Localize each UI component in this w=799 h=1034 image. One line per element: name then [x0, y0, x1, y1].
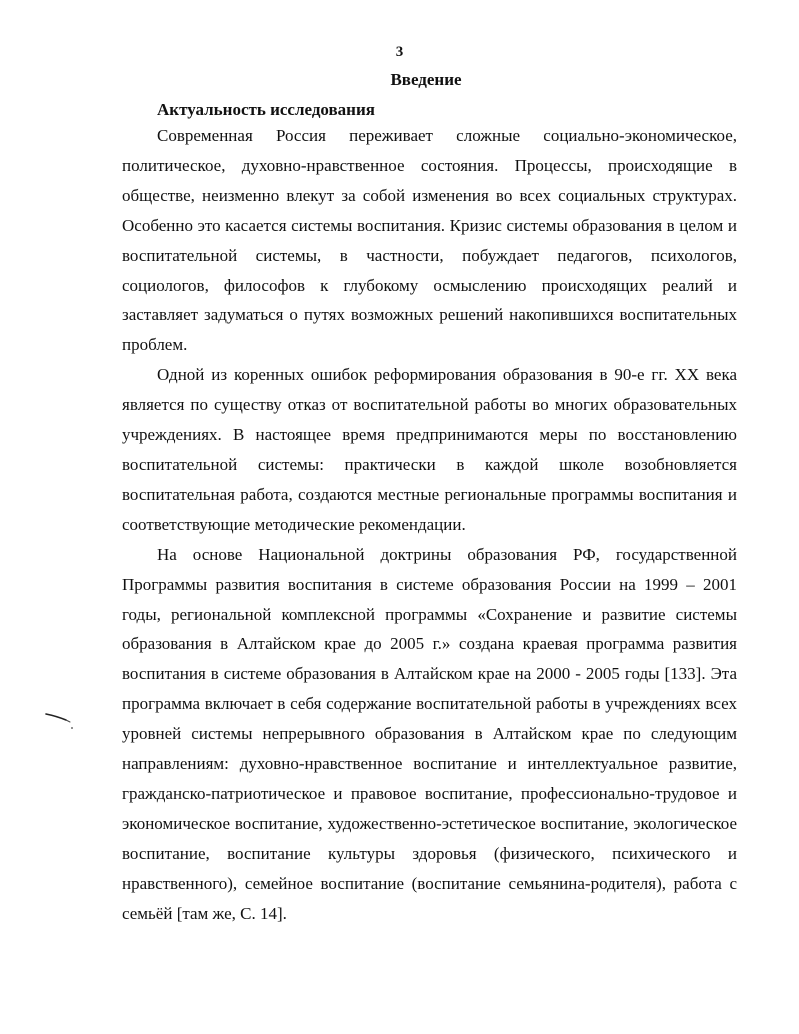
section-title: Введение: [390, 70, 462, 89]
paragraph-3: На основе Национальной доктрины образования РФ, государственной Программы развития воспитания в системе образования России на 1999 – 2001 годы, региональной комплексной программы «Сохранение и развитие системы образования в Алтайском крае до 2005 г.» создана краевая программа развития воспитания в системе образования в Алтайском крае на 2000 - 2005 годы [133]. Эта программа включает в себя содержание воспитательной работы в учреждениях всех уровней системы непрерывного образования в Алтайском крае по следующим направлениям: духовно-нравственное воспитание и интеллектуальное развитие, гражданско-патриотическое и правовое воспитание, профессионально-трудовое и экономическое воспитание, художественно-эстетическое воспитание, экологическое воспитание, воспитание культуры здоровья (физического, психического и нравственного), семейное воспитание (воспитание семьянина-родителя), работа с семьёй [там же, С. 14].: [122, 544, 737, 923]
subsection-title: Актуальность исследования: [157, 100, 375, 119]
page-number: 3: [395, 44, 404, 60]
paragraph-1: Современная Россия переживает сложные социально-экономическое, политическое, духовно-нравственное состояния. Процессы, происходящие в обществе, неизменно влекут за собой изменения во всех социальных структурах. Особенно это касается системы воспитания. Кризис системы образования в целом и воспитательной системы, в частности, побуждает педагогов, психологов, социологов, философов к глубокому осмыслению происходящих реалий и заставляет задуматься о путях возможных решений накопившихся воспитательных проблем.: [122, 126, 737, 355]
paragraph-2: Одной из коренных ошибок реформирования образования в 90-е гг. XX века является по существу отказ от воспитательной работы во многих образовательных учреждениях. В настоящее время предпринимаются меры по восстановлению воспитательной системы: практически в каждой школе возобновляется воспитательная работа, создаются местные региональные программы воспитания и соответствующие методические рекомендации.: [122, 365, 737, 534]
body-text: [122, 121, 737, 928]
scan-mark-icon: [44, 704, 76, 734]
